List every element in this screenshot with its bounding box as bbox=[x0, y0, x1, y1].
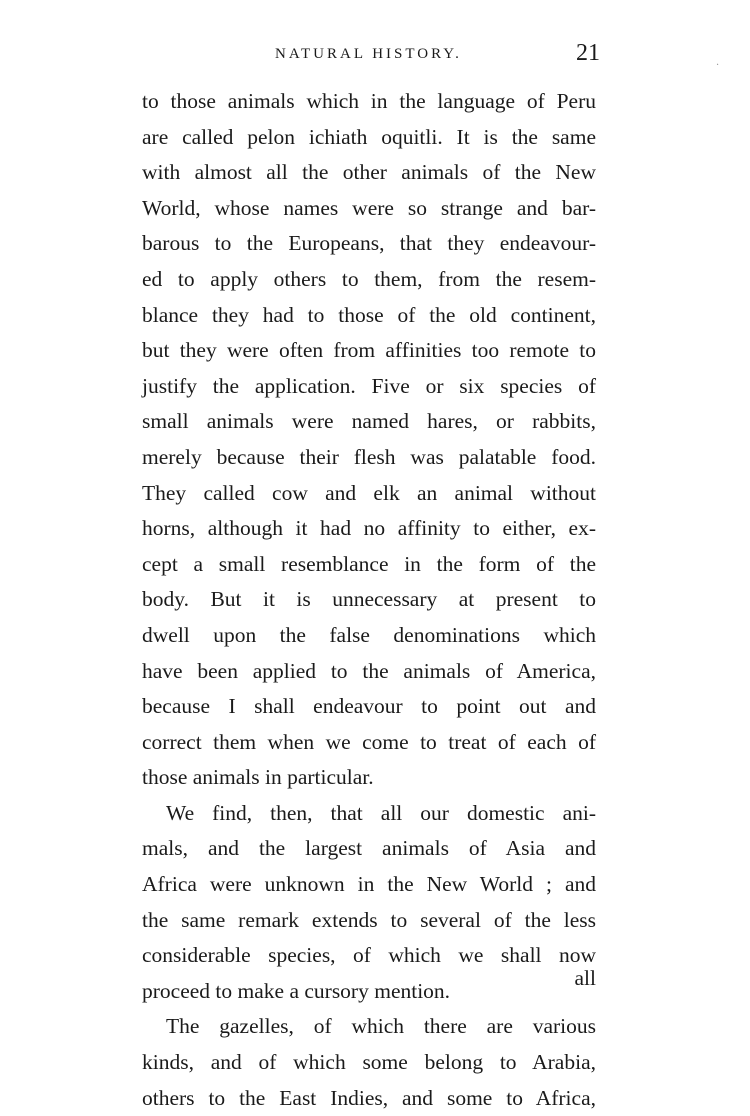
text-line: considerable species, of which we shall now bbox=[142, 943, 596, 968]
text-line: to those animals which in the language of Peru bbox=[142, 89, 596, 113]
text-line: They called cow and elk an animal without bbox=[142, 480, 596, 505]
text-line: blance they had to those of the old continent, bbox=[142, 302, 596, 327]
margin-dot: · bbox=[716, 60, 720, 71]
text-line: horns, although it had no affinity to either, ex- bbox=[142, 516, 596, 541]
text-line: justify the application. Five or six species of bbox=[142, 373, 596, 398]
paragraph-start-line: We find, then, that all our domestic ani- bbox=[166, 800, 596, 825]
text-line: are called pelon ichiath oquitli. It is the same bbox=[142, 124, 596, 149]
text-line: with almost all the other animals of the New bbox=[142, 160, 596, 185]
text-line: cept a small resemblance in the form of the bbox=[142, 551, 596, 576]
paragraph-start-line: The gazelles, of which there are various bbox=[166, 1014, 596, 1039]
text-line: ed to apply others to them, from the resem- bbox=[142, 266, 596, 291]
body-text bbox=[142, 84, 596, 1116]
text-line: merely because their flesh was palatable food. bbox=[142, 444, 596, 469]
text-line: others to the East Indies, and some to Africa, bbox=[142, 1085, 596, 1110]
text-line: body. But it is unnecessary at present to bbox=[142, 587, 596, 612]
text-line: Africa were unknown in the New World ; and bbox=[142, 872, 596, 897]
text-line: World, whose names were so strange and bar- bbox=[142, 195, 596, 220]
text-line: correct them when we come to treat of each of bbox=[142, 729, 596, 754]
text-line: kinds, and of which some belong to Arabia, bbox=[142, 1050, 596, 1075]
text-line: small animals were named hares, or rabbits, bbox=[142, 409, 596, 434]
page-number: 21 bbox=[576, 40, 600, 66]
running-header bbox=[140, 40, 600, 70]
running-title: NATURAL HISTORY. bbox=[275, 46, 462, 62]
text-line: the same remark extends to several of the less bbox=[142, 907, 596, 932]
text-line: mals, and the largest animals of Asia and bbox=[142, 836, 596, 861]
paragraph-end-line: those animals in particular. bbox=[142, 765, 374, 790]
paragraph-end-line: proceed to make a cursory mention. bbox=[142, 978, 451, 1003]
text-line: barous to the Europeans, that they endeavour- bbox=[142, 231, 596, 256]
text-line: because I shall endeavour to point out and bbox=[142, 694, 596, 719]
text-line: dwell upon the false denominations which bbox=[142, 622, 596, 647]
text-line: have been applied to the animals of America, bbox=[142, 658, 596, 683]
catchword: all bbox=[574, 966, 596, 990]
text-line: but they were often from affinities too remote to bbox=[142, 338, 596, 363]
